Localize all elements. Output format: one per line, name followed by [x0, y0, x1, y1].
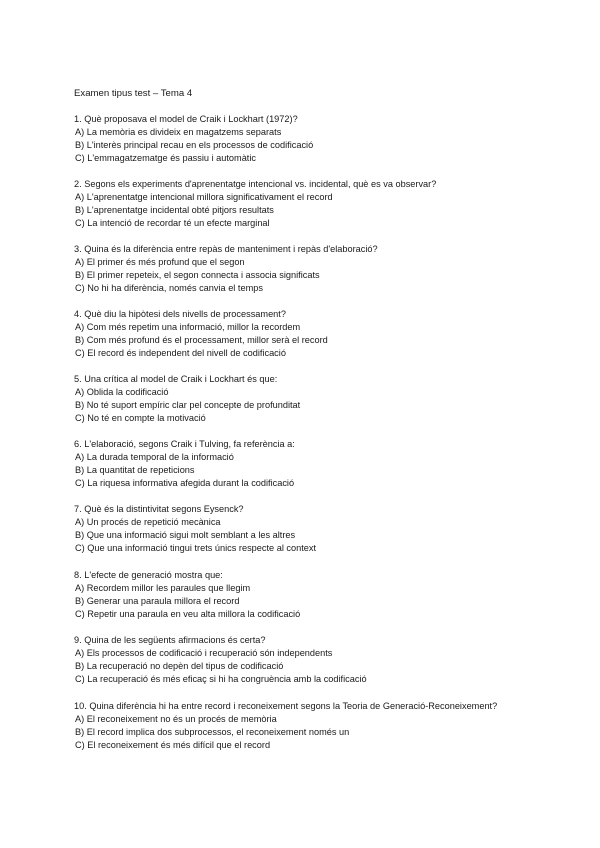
answer-option: A) Com més repetim una informació, millor la recordem	[75, 322, 301, 332]
answer-option: B) L'interès principal recau en els processos de codificació	[75, 140, 314, 150]
question-text: 3. Quina és la diferència entre repàs de manteniment i repàs d'elaboració?	[74, 244, 378, 254]
question-block	[74, 178, 526, 230]
question-block	[74, 700, 526, 752]
question-text: 7. Què és la distintivitat segons Eysenck?	[74, 504, 244, 514]
answer-option: B) Generar una paraula millora el record	[75, 596, 240, 606]
answer-option: C) La recuperació és més eficaç si hi ha congruència amb la codificació	[75, 674, 367, 684]
answer-option: B) L'aprenentatge incidental obté pitjors resultats	[75, 205, 274, 215]
answer-option: C) L'emmagatzematge és passiu i automàtic	[75, 153, 256, 163]
question-text: 9. Quina de les següents afirmacions és certa?	[74, 635, 266, 645]
answer-option: A) El primer és més profund que el segon	[75, 257, 245, 267]
answer-option: C) Que una informació tingui trets únics respecte al context	[75, 543, 317, 553]
question-text: 2. Segons els experiments d'aprenentatge intencional vs. incidental, què es va observar?	[74, 179, 437, 189]
answer-option: A) L'aprenentatge intencional millora significativament el record	[75, 192, 333, 202]
answer-option: B) El record implica dos subprocessos, el reconeixement només un	[75, 727, 350, 737]
answer-option: A) Els processos de codificació i recuperació són independents	[75, 648, 333, 658]
answer-option: A) El reconeixement no és un procés de memòria	[75, 714, 277, 724]
question-text: 6. L'elaboració, segons Craik i Tulving, fa referència a:	[74, 439, 295, 449]
answer-option: C) Repetir una paraula en veu alta millora la codificació	[75, 609, 301, 619]
question-text: 8. L'efecte de generació mostra que:	[74, 570, 223, 580]
answer-option: C) No hi ha diferència, només canvia el temps	[75, 283, 263, 293]
answer-option: B) La recuperació no depèn del tipus de codificació	[75, 661, 284, 671]
answer-option: B) El primer repeteix, el segon connecta i associa significats	[75, 270, 320, 280]
answer-option: B) Com més profund és el processament, millor serà el record	[75, 335, 328, 345]
answer-option: C) El record és independent del nivell de codificació	[75, 348, 286, 358]
answer-option: B) Que una informació sigui molt semblant a les altres	[75, 530, 296, 540]
question-block	[74, 634, 526, 686]
question-block	[74, 438, 526, 490]
answer-option: A) La durada temporal de la informació	[75, 452, 234, 462]
question-text: 5. Una crítica al model de Craik i Lockhart és que:	[74, 374, 278, 384]
question-text: 1. Què proposava el model de Craik i Lockhart (1972)?	[74, 114, 298, 124]
answer-option: C) El reconeixement és més difícil que el record	[75, 740, 271, 750]
answer-option: B) No té suport empíric clar pel concepte de profunditat	[75, 400, 301, 410]
answer-option: A) Un procés de repetició mecànica	[75, 517, 221, 527]
answer-option: A) La memòria es divideix en magatzems separats	[75, 127, 282, 137]
answer-option: B) La quantitat de repeticions	[75, 465, 195, 475]
question-block	[74, 113, 526, 165]
question-text: 10. Quina diferència hi ha entre record i reconeixement segons la Teoria de Generació-Reconeixement?	[74, 701, 498, 711]
question-block	[74, 243, 526, 295]
answer-option: A) Oblida la codificació	[75, 387, 169, 397]
question-block	[74, 569, 526, 621]
question-block	[74, 373, 526, 425]
question-block	[74, 503, 526, 555]
question-text: 4. Què diu la hipòtesi dels nivells de processament?	[74, 309, 286, 319]
answer-option: C) No té en compte la motivació	[75, 413, 206, 423]
answer-option: C) La intenció de recordar té un efecte marginal	[75, 218, 270, 228]
question-block	[74, 308, 526, 360]
answer-option: A) Recordem millor les paraules que llegim	[75, 583, 251, 593]
answer-option: C) La riquesa informativa afegida durant la codificació	[75, 478, 295, 488]
exam-title: Examen tipus test – Tema 4	[74, 88, 193, 99]
